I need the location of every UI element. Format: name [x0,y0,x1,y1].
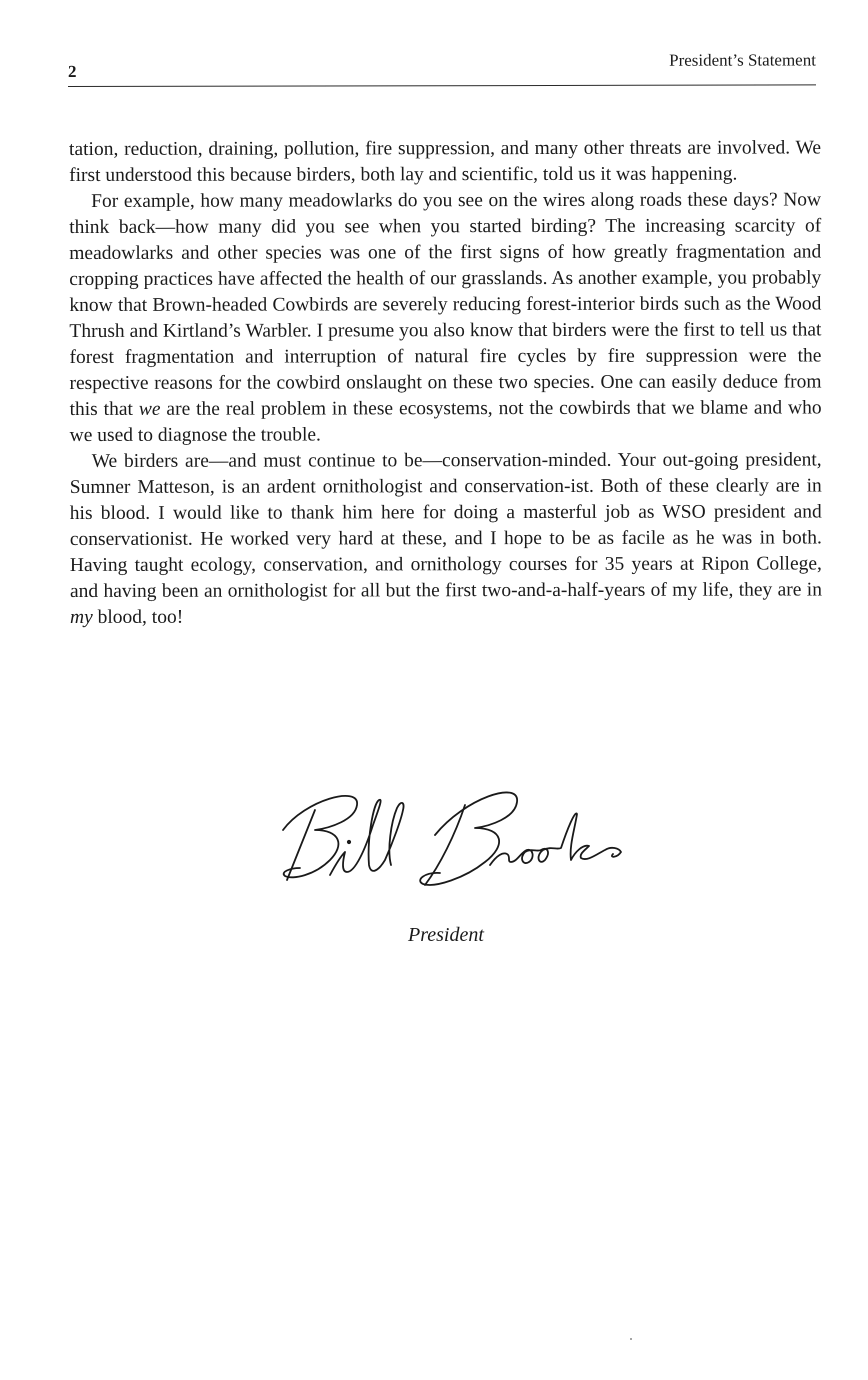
paragraph-3-emphasis: my [69,606,93,628]
signature-title: President [408,924,484,946]
paragraph-1 [69,135,821,189]
page-number: 2 [67,61,77,82]
paragraph-2 [69,187,822,449]
signature-graphic [275,780,645,900]
paragraph-1-text: tation, reduction, draining, pollution, fire suppression, and many other threats are involved. We first understood this because birders, both lay and scientific, told us it was happening. [69,137,822,186]
paper-speck [630,1338,632,1340]
paragraph-2-end: are the real problem in these ecosystems, not the cowbirds that we blame and who we used to diagnose the trouble. [69,397,822,446]
page-header [68,48,816,87]
article-body [69,135,822,631]
paragraph-3-text: We birders are—and must continue to be—conservation-minded. Your out-going president, Sumner Matteson, is an ardent ornithologist and conservation-ist. Both of these clearly are in his blood. I would like to thank him here for doing a masterful job as WSO president and conservationist. He worked very hard at these, and I hope to be as facile as he was in both. Having taught ecology, conservation, and ornithology courses for 35 years at Ripon College, and having been an ornithologist for all but the first two-and-a-half-years of my life, they are in [69,449,822,602]
paragraph-2-emphasis: we [138,398,161,420]
handwritten-signature [275,780,645,900]
paragraph-2-text: For example, how many meadowlarks do you see on the wires along roads these days? Now think back—how many did you see when you started birding? The increasing scarcity of meadowlarks and other species was one of the first signs of how greatly fragmentation and cropping practices have affected the health of our grasslands. As another example, you probably know that Brown-headed Cowbirds are severely reducing forest-interior birds such as the Wood Thrush and Kirtland’s Warbler. I presume you also know that birders were the first to tell us that forest fragmentation and interruption of natural fire cycles by fire suppression were the respective reasons for the cowbird onslaught on these two species. One can easily deduce from this that [69,189,822,420]
running-head: President’s Statement [669,50,816,70]
paragraph-3-end: blood, too! [92,606,184,628]
paragraph-3 [70,447,822,631]
